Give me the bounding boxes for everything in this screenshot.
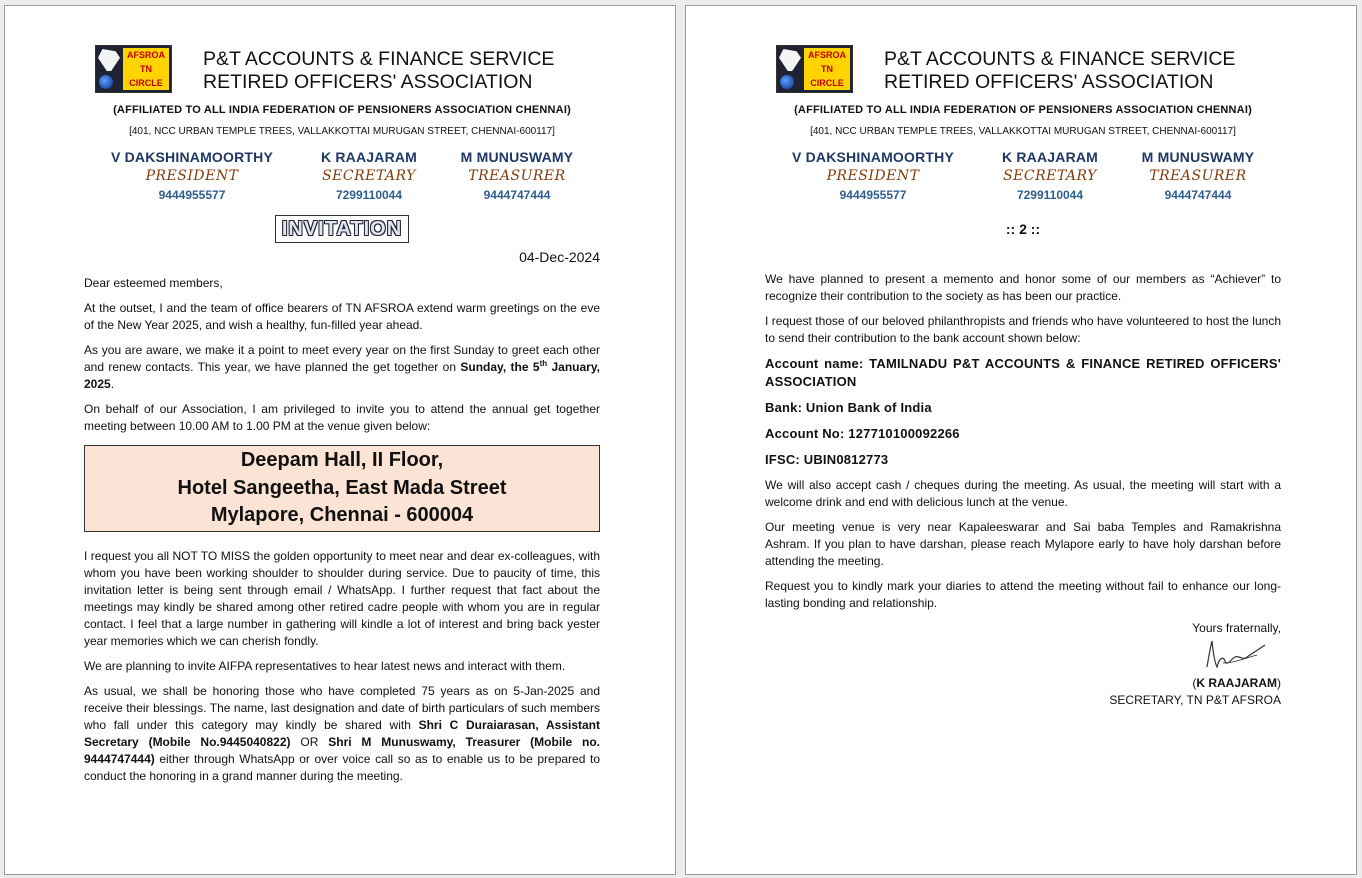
officer-president: V DAKSHINAMOORTHY PRESIDENT 9444955577 <box>791 149 955 202</box>
paragraph: We have planned to present a memento and honor some of our members as “Achiever” to recognize their contribution to the society as has been our practice. <box>765 272 1281 303</box>
affiliation: (AFFILIATED TO ALL INDIA FEDERATION OF PENSIONERS ASSOCIATION CHENNAI) <box>113 104 571 116</box>
globe-icon <box>780 75 794 89</box>
globe-icon <box>99 75 113 89</box>
page-content <box>84 6 600 793</box>
signer-title: SECRETARY, TN P&T AFSROA <box>1109 693 1281 707</box>
invitation-title: INVITATION <box>275 215 409 243</box>
afsroa-logo-icon <box>95 45 172 93</box>
india-map-icon <box>779 49 801 71</box>
officer-president: V DAKSHINAMOORTHY PRESIDENT 9444955577 <box>110 149 274 202</box>
letter-date: 04-Dec-2024 <box>519 249 600 265</box>
ifsc-code: IFSC: UBIN0812773 <box>765 452 889 467</box>
india-map-icon <box>98 49 120 71</box>
letter-body <box>84 275 600 785</box>
officer-secretary: K RAAJARAM SECRETARY 7299110044 <box>1001 149 1099 202</box>
officer-treasurer: M MUNUSWAMY TREASURER 9444747444 <box>1141 149 1255 202</box>
account-name: Account name: TAMILNADU P&T ACCOUNTS & FINANCE RETIRED OFFICERS' ASSOCIATION <box>765 356 1281 389</box>
organization-name: P&T ACCOUNTS & FINANCE SERVICE RETIRED OFFICERS' ASSOCIATION <box>884 48 1236 93</box>
address: [401, NCC URBAN TEMPLE TREES, VALLAKKOTTAI MURUGAN STREET, CHENNAI-600117] <box>129 126 555 137</box>
letterhead <box>765 6 1281 98</box>
paragraph: We will also accept cash / cheques during the meeting. As usual, the meeting will start with a welcome drink and end with delicious lunch at the venue. <box>765 478 1281 509</box>
venue-box: Deepam Hall, II Floor, Hotel Sangeetha, East Mada Street Mylapore, Chennai - 600004 <box>84 445 600 532</box>
officers <box>84 149 600 213</box>
paragraph: I request those of our beloved philanthropists and friends who have volunteered to host the lunch to send their contribution to the bank account shown below: <box>765 314 1281 345</box>
letter-page-2 <box>685 5 1357 875</box>
organization-name: P&T ACCOUNTS & FINANCE SERVICE RETIRED OFFICERS' ASSOCIATION <box>203 48 555 93</box>
page-content <box>765 6 1281 709</box>
logo-text: AFSROA TN CIRCLE <box>804 48 850 90</box>
paragraph: I request you all NOT TO MISS the golden opportunity to meet near and dear ex-colleagues, with whom you have been working shoulder to shoulder during service. Due to paucity of time, this invitation letter is being sent through email / WhatsApp. I further request that fact about the meetings may kindly be shared among other retired cadre people with whom you are in regular contact. I feel that a large number in gathering will kindle a lot of interest and bring back yester year memories which we can cherish fondly. <box>84 548 600 648</box>
bank-name: Bank: Union Bank of India <box>765 400 932 415</box>
officer-treasurer: M MUNUSWAMY TREASURER 9444747444 <box>460 149 574 202</box>
account-number: Account No: 127710100092266 <box>765 426 960 441</box>
paragraph: Request you to kindly mark your diaries to attend the meeting without fail to enhance our long-lasting bonding and relationship. <box>765 579 1281 610</box>
paragraph: As you are aware, we make it a point to meet every year on the first Sunday to greet each other and renew contacts. This year, we have planned the get together on Sunday, the 5th January, 2025. <box>84 343 600 391</box>
page-number: :: 2 :: <box>1005 221 1041 237</box>
address: [401, NCC URBAN TEMPLE TREES, VALLAKKOTTAI MURUGAN STREET, CHENNAI-600117] <box>810 126 1236 137</box>
letterhead <box>84 6 600 98</box>
salutation: Dear esteemed members, <box>84 276 223 290</box>
paragraph: We are planning to invite AIFPA representatives to hear latest news and interact with them. <box>84 658 566 673</box>
paragraph: As usual, we shall be honoring those who have completed 75 years as on 5-Jan-2025 and receive their blessings. The name, last designation and date of birth particulars of such members who fall under this category may kindly be shared with Shri C Duraiarasan, Assistant Secretary (Mobile No.9445040822) OR Shri M Munuswamy, Treasurer (Mobile no. 9444747444) either through WhatsApp or over voice call so as to enable us to be prepared to conduct the honoring in a grand manner during the meeting. <box>84 683 601 783</box>
paragraph: On behalf of our Association, I am privileged to invite you to attend the annual get together meeting between 10.00 AM to 1.00 PM at the venue given below: <box>84 402 600 433</box>
logo-text: AFSROA TN CIRCLE <box>123 48 169 90</box>
letter-body <box>765 271 1281 612</box>
signer-name: (K RAAJARAM) <box>1192 676 1281 690</box>
signature-block <box>765 620 1281 709</box>
afsroa-logo-icon <box>776 45 853 93</box>
paragraph: Our meeting venue is very near Kapaleeswarar and Sai baba Temples and Ramakrishna Ashram. If you plan to have darshan, please reach Mylapore early to have holy darshan before attending the meeting. <box>765 520 1281 568</box>
officer-secretary: K RAAJARAM SECRETARY 7299110044 <box>320 149 418 202</box>
paragraph: At the outset, I and the team of office bearers of TN AFSROA extend warm greetings on the eve of the New Year 2025, and wish a healthy, fun-filled year ahead. <box>84 301 600 332</box>
officers <box>765 149 1281 213</box>
closing: Yours fraternally, <box>1192 621 1281 635</box>
signature-icon <box>765 637 1281 675</box>
affiliation: (AFFILIATED TO ALL INDIA FEDERATION OF PENSIONERS ASSOCIATION CHENNAI) <box>794 104 1252 116</box>
letter-page-1 <box>4 5 676 875</box>
